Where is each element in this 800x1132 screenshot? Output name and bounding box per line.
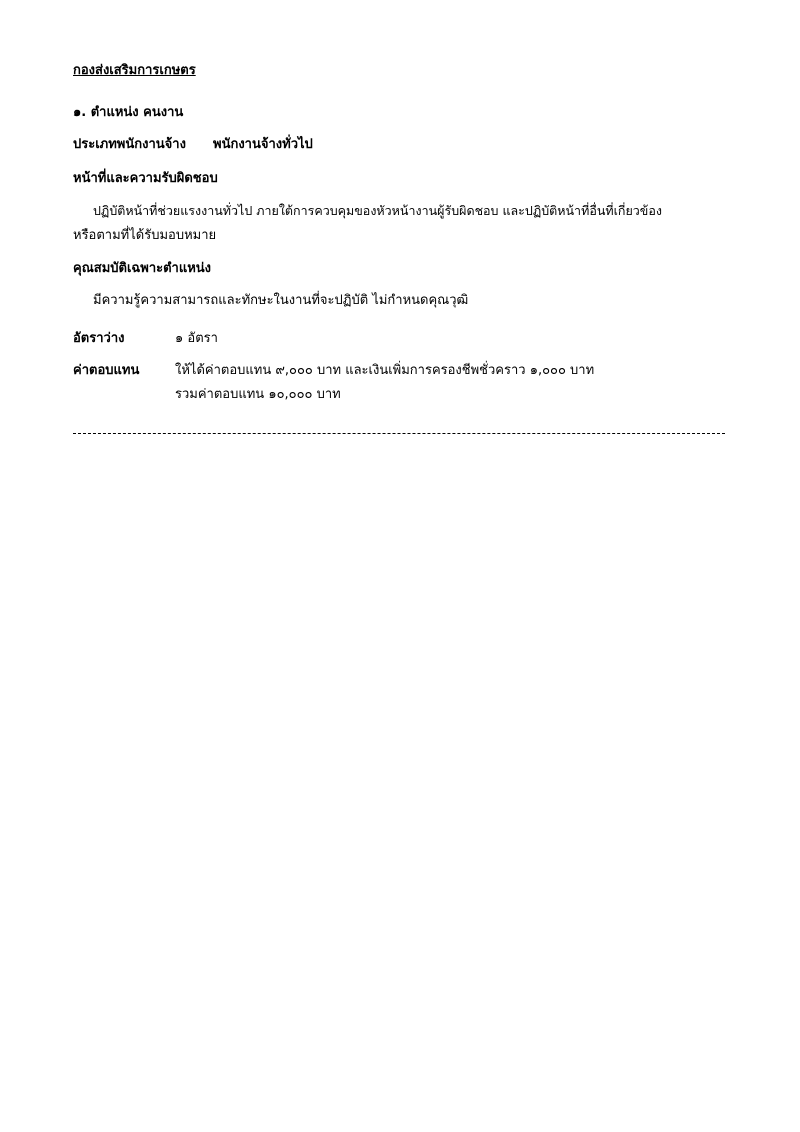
compensation-line-2: รวมค่าตอบแทน ๑๐,๐๐๐ บาท — [175, 387, 341, 402]
vacancy-label: อัตราว่าง — [73, 331, 125, 346]
employee-type-value: พนักงานจ้างทั่วไป — [213, 137, 313, 152]
vacancy-value: ๑ อัตรา — [175, 331, 218, 346]
qualifications-heading: คุณสมบัติเฉพาะตำแหน่ง — [73, 261, 212, 276]
dashed-separator — [73, 433, 725, 434]
compensation-label: ค่าตอบแทน — [73, 363, 140, 378]
duties-text-line-2: หรือตามที่ได้รับมอบหมาย — [73, 228, 217, 243]
position-heading: ๑. ตำแหน่ง คนงาน — [73, 105, 184, 120]
qualifications-text: มีความรู้ความสามารถและทักษะในงานที่จะปฏิบัติ ไม่กำหนดคุณวุฒิ — [93, 293, 469, 308]
department-heading: กองส่งเสริมการเกษตร — [73, 63, 196, 78]
compensation-line-1: ให้ได้ค่าตอบแทน ๙,๐๐๐ บาท และเงินเพิ่มการครองชีพชั่วคราว ๑,๐๐๐ บาท — [175, 363, 595, 378]
duties-heading: หน้าที่และความรับผิดชอบ — [73, 171, 218, 186]
employee-type-label: ประเภทพนักงานจ้าง — [73, 137, 186, 152]
duties-text-line-1: ปฏิบัติหน้าที่ช่วยแรงงานทั่วไป ภายใต้การควบคุมของหัวหน้างานผู้รับผิดชอบ และปฏิบัติหน้าที่อื่นที่เกี่ยวข้อง — [93, 203, 662, 218]
